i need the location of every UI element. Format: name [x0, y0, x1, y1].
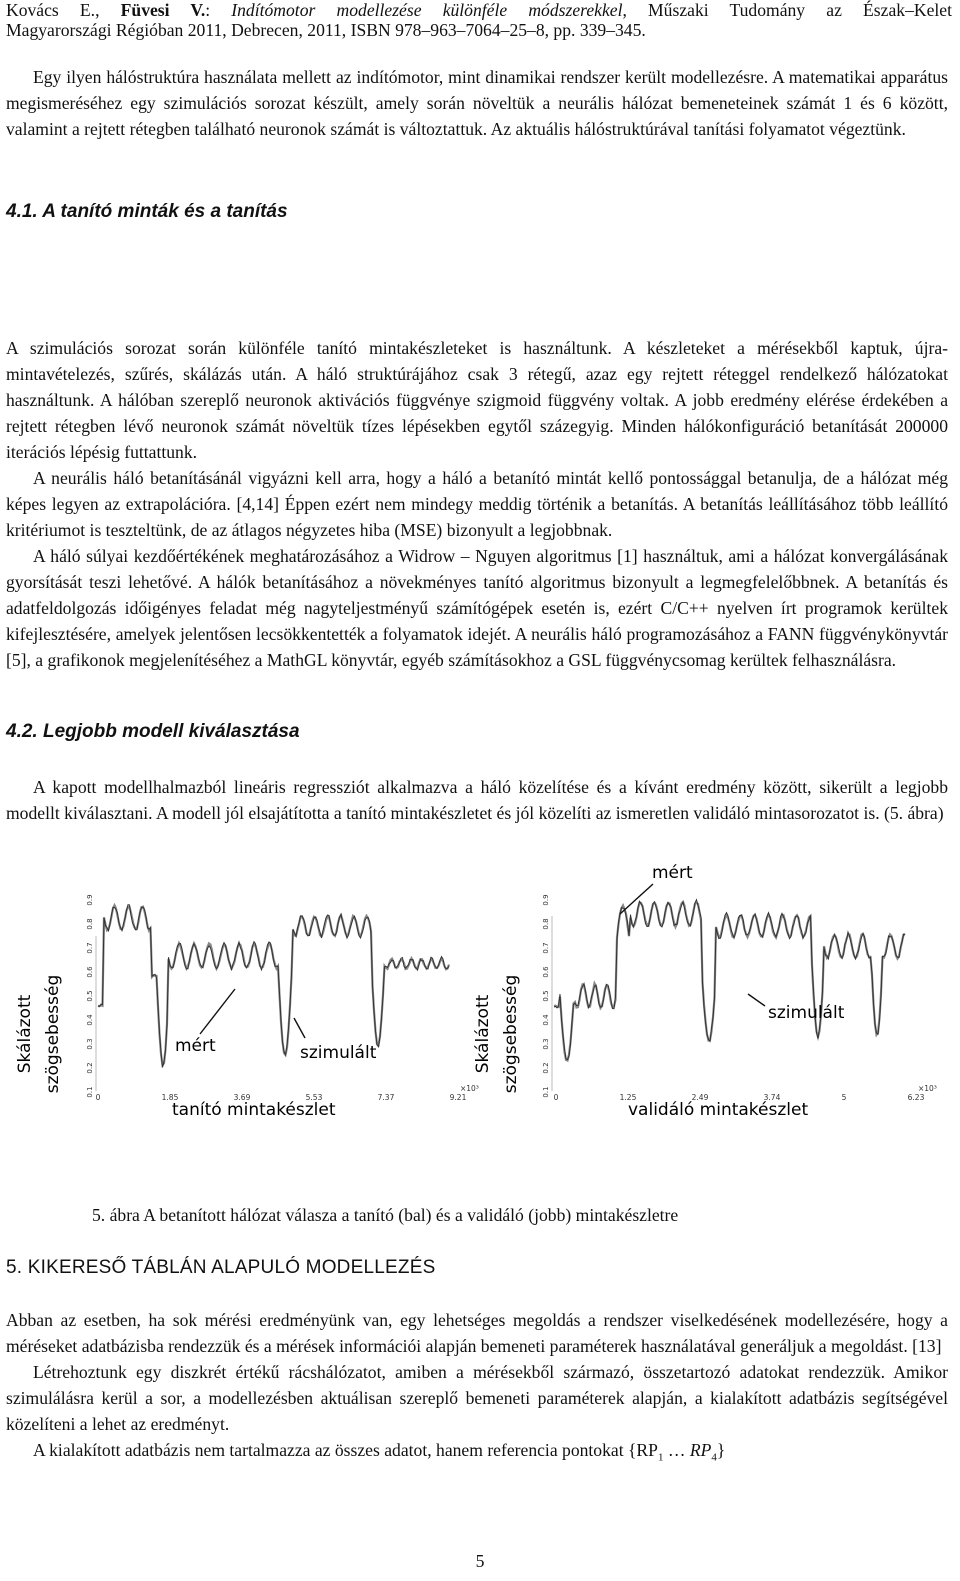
right-y-tick: 0.3	[542, 1038, 550, 1050]
right-label-simulated: szimulált	[768, 1003, 845, 1023]
right-ylabel-1: Skálázott	[473, 994, 493, 1074]
left-y-tick: 0.1	[86, 1086, 94, 1098]
left-y-tick: 0.8	[86, 918, 94, 930]
p3-ellipsis: …	[663, 1440, 690, 1460]
left-panel	[15, 894, 479, 1120]
left-label-measured: mért	[175, 1036, 216, 1056]
page-number: 5	[475, 1551, 485, 1571]
figure-5-caption: 5. ábra A betanított hálózat válasza a tanító (bal) és a validáló (jobb) mintakészletre	[92, 1205, 679, 1225]
p3-end: }	[716, 1440, 726, 1460]
figure-5-svg	[0, 856, 960, 1196]
left-x-tick: 9.21	[449, 1093, 467, 1102]
citation-venue: , Műszaki Tudomány az Észak–Kelet	[622, 0, 952, 20]
right-y-tick: 0.2	[542, 1062, 550, 1074]
left-y-tick: 0.3	[86, 1038, 94, 1050]
right-measured-line	[554, 900, 905, 1060]
figure-5	[0, 856, 960, 1196]
intro-paragraph	[6, 64, 948, 142]
p3-rp: RP	[689, 1440, 712, 1460]
section-5-paragraph-3	[6, 1437, 948, 1471]
citation-header	[6, 0, 952, 40]
citation-line-2: Magyarországi Régióban 2011, Debrecen, 2011, ISBN 978–963–7064–25–8, pp. 339–345.	[6, 20, 646, 40]
p3-sub-1: 1	[657, 1451, 664, 1464]
right-y-tick: 0.4	[542, 1014, 550, 1026]
section-4-2-paragraph: A kapott modellhalmazból lineáris regressziót alkalmazva a háló közelítése és a kívánt eredmény között, sikerült a legjobb modellt kiválasztani. A modell jól elsajátította a tanító mintakészletet és jól közelíti az ismeretlen validáló mintasorozatot is. (5. ábra)	[6, 777, 948, 823]
citation-author-bold: Füvesi V.	[120, 0, 206, 20]
right-y-tick: 0.9	[542, 894, 550, 906]
right-x-tick: 0	[553, 1093, 559, 1102]
citation-title: Indítómotor modellezése különféle módszerekkel	[231, 0, 623, 20]
section-4-1-heading: 4.1. A tanító minták és a tanítás	[6, 201, 288, 222]
section-4-1-paragraph-1: A szimulációs sorozat során különféle tanító mintakészleteket is használtunk. A készleteket a mérésekből kaptuk, újra-mintavételezés, szűrés, skálázás után. A háló struktúrájához csak 3 rétegű, azaz egy rejtett réteggel rendelkező hálózatokat használtunk. A hálóban szereplő neuronok aktivációs függvénye szigmoid függvény voltak. A jobb eredmény elérése érdekében a rejtett rétegben lévő neuronok számát növeltük tízes lépésekben egytől százegyig. Minden hálókonfiguráció betanítását 200000 iterációs lépésig futtattunk.	[6, 338, 948, 462]
right-y-tick: 0.6	[542, 966, 550, 978]
section-4-1-paragraph-3: A háló súlyai kezdőértékének meghatározásához a Widrow – Nguyen algoritmus [1] használtuk, ami a hálózat konvergálásának gyorsítását teszi lehetővé. A hálók betanításához a növekményes tanító algoritmus bizonyult a legmegfelelőbbnek. A betanítás és adatfeldolgozás időigényes feladat még nagyteljestményű számítógépek esetén is, ezért C/C++ nyelven írt programok kerültek kifejlesztésére, amelyek jelentősen lecsökkentették a folyamatok idejét. A neurális háló programozásához a FANN függvénykönyvtár [5], a grafikonok megjelenítéséhez a MathGL könyvtár, egyéb számításokhoz a GSL függvénycsomag kerültek felhasználásra.	[6, 546, 948, 670]
left-x-tick: 7.37	[377, 1093, 395, 1102]
left-y-tick: 0.7	[86, 942, 94, 954]
right-xscale: ×10³	[918, 1084, 937, 1093]
right-ylabel-2: szögsebesség	[501, 974, 521, 1094]
right-label-measured: mért	[652, 863, 693, 883]
right-x-tick: 6.23	[907, 1093, 925, 1102]
left-y-tick: 0.2	[86, 1062, 94, 1074]
left-y-tick: 0.9	[86, 894, 94, 906]
intro-text: Egy ilyen hálóstruktúra használata mellett az indítómotor, mint dinamikai rendszer került modellezésre. A matematikai apparátus megismeréséhez egy szimulációs sorozat készült, amely során növeltük a neurális hálózat bemeneteinek számát 1 és 6 között, valamint a rejtett rétegben található neuronok számát is változtattuk. Az aktuális hálóstruktúrával tanítási folyamatot végeztünk.	[6, 67, 948, 139]
left-xscale: ×10³	[460, 1084, 479, 1093]
section-5-heading: 5. KIKERESŐ TÁBLÁN ALAPULÓ MODELLEZÉS	[6, 1257, 436, 1278]
right-x-tick: 3.74	[763, 1093, 781, 1102]
left-measured-line	[98, 905, 449, 1068]
left-y-tick: 0.4	[86, 1014, 94, 1026]
right-x-tick: 5	[841, 1093, 847, 1102]
p3-start: A kialakított adatbázis nem tartalmazza az összes adatot, hanem referencia pontokat {RP	[33, 1440, 658, 1460]
right-y-tick: 0.7	[542, 942, 550, 954]
left-x-tick: 5.53	[305, 1093, 323, 1102]
section-5-body	[6, 1307, 948, 1471]
left-xlabel: tanító mintakészlet	[172, 1100, 336, 1120]
section-4-1-body	[6, 335, 948, 673]
section-5-paragraph-2: Létrehoztunk egy diszkrét értékű rácshálózatot, amiben a mérésekből származó, összetartozó adatokat rendezzük. Amikor szimulálásra kerül a sor, a modellezésben aktuálisan szereplő bemeneti paraméterek alapján, a kialakított adatbázis segítségével közelíteni a lehet az eredményt.	[6, 1362, 948, 1434]
right-y-tick: 0.8	[542, 918, 550, 930]
right-y-tick: 0.1	[542, 1086, 550, 1098]
left-ylabel-1: Skálázott	[15, 994, 35, 1074]
left-x-tick: 3.69	[233, 1093, 251, 1102]
right-panel	[473, 863, 937, 1120]
left-x-tick: 0	[95, 1093, 101, 1102]
left-ylabel-2: szögsebesség	[43, 974, 63, 1094]
left-x-tick: 1.85	[161, 1093, 179, 1102]
left-label-simulated: szimulált	[300, 1043, 377, 1063]
right-y-tick: 0.5	[542, 990, 550, 1002]
left-y-tick: 0.6	[86, 966, 94, 978]
section-4-2-body	[6, 774, 948, 826]
left-y-tick: 0.5	[86, 990, 94, 1002]
section-4-1-paragraph-2: A neurális háló betanításánál vigyázni kell arra, hogy a háló a betanító mintát kellő pontossággal betanulja, de a hálózat még képes legyen az extrapolációra. [4,14] Éppen ezért nem mindegy meddig történik a betanítás. A betanítás leállításához több leállító kritériumot is teszteltünk, de az átlagos négyzetes hiba (MSE) bizonyult a legjobbnak.	[6, 468, 948, 540]
right-x-tick: 1.25	[619, 1093, 637, 1102]
section-5-paragraph-1: Abban az esetben, ha sok mérési eredményünk van, egy lehetséges megoldás a rendszer viselkedésének modellezésére, hogy a méréseket adatbázisba rendezzük és a mérések információi alapján bemeneti paraméterek használatával generáljuk a megoldást. [13]	[6, 1310, 948, 1356]
citation-line-1	[6, 0, 952, 20]
p3-sub-2: 4	[711, 1451, 717, 1464]
citation-authors: Kovács E.,	[6, 0, 121, 20]
right-x-tick: 2.49	[691, 1093, 709, 1102]
right-xlabel: validáló mintakészlet	[628, 1100, 809, 1120]
citation-colon: :	[205, 0, 232, 20]
section-4-2-heading: 4.2. Legjobb modell kiválasztása	[6, 721, 300, 742]
right-simulated-line	[554, 902, 905, 1061]
